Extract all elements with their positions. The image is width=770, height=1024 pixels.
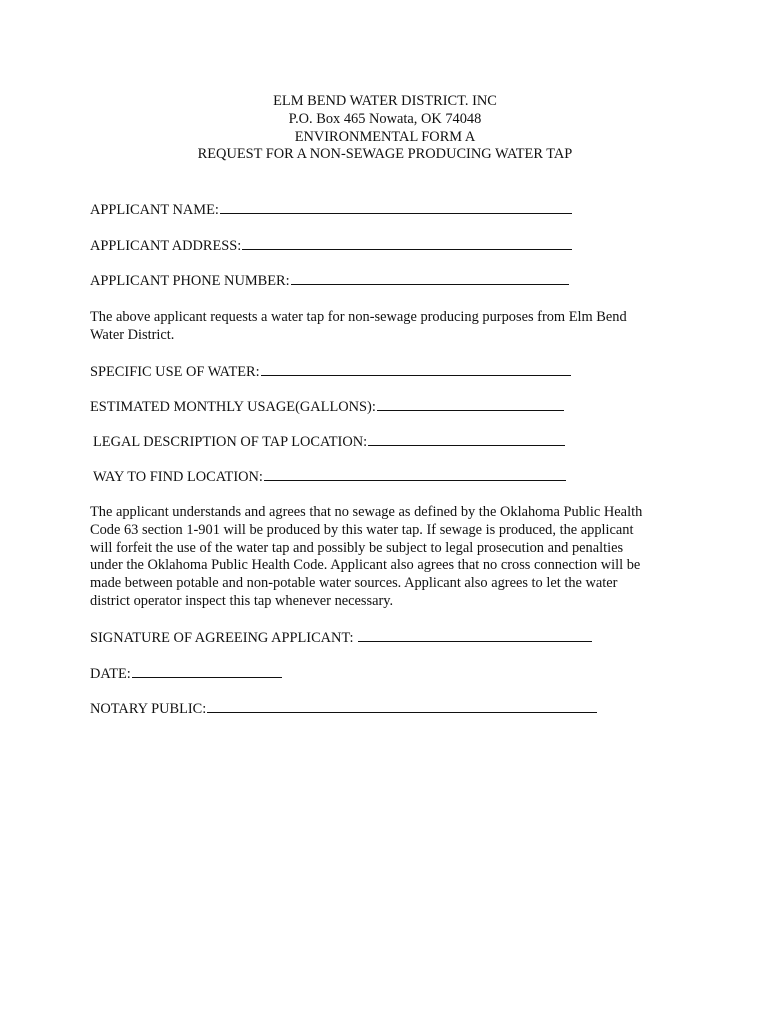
applicant-phone-label: APPLICANT PHONE NUMBER: — [90, 273, 290, 289]
notary-field[interactable] — [207, 699, 597, 713]
date-label: DATE: — [90, 666, 131, 682]
request-line: The above applicant requests a water tap for non-sewage producing purposes from Elm Bend — [90, 309, 627, 325]
signature-field[interactable] — [358, 628, 592, 642]
agreement-line: Code 63 section 1-901 will be produced by this water tap. If sewage is produced, the applicant — [90, 521, 634, 538]
request-paragraph — [90, 309, 670, 345]
applicant-address-field[interactable] — [242, 236, 572, 250]
agreement-line: The applicant understands and agrees that no sewage as defined by the Oklahoma Public Health — [90, 504, 643, 520]
form-title: REQUEST FOR A NON-SEWAGE PRODUCING WATER TAP — [197, 146, 573, 163]
applicant-phone-row — [90, 271, 569, 291]
specific-use-label: SPECIFIC USE OF WATER: — [90, 364, 260, 380]
notary-label: NOTARY PUBLIC: — [90, 701, 207, 717]
agreement-line: made between potable and non-potable water sources. Applicant also agrees to let the water — [90, 575, 618, 592]
signature-row — [90, 628, 592, 648]
form-name: ENVIRONMENTAL FORM A — [294, 128, 476, 145]
monthly-usage-label: ESTIMATED MONTHLY USAGE(GALLONS): — [90, 399, 376, 415]
specific-use-row — [90, 362, 571, 382]
date-row — [90, 664, 282, 684]
date-field[interactable] — [132, 664, 282, 678]
legal-description-row — [93, 432, 565, 452]
notary-row — [90, 699, 597, 719]
way-to-find-field[interactable] — [264, 467, 566, 481]
agreement-line: under the Oklahoma Public Health Code. Applicant also agrees that no cross connection will be — [90, 557, 641, 574]
form-header — [0, 93, 770, 164]
agreement-line: district operator inspect this tap whenever necessary. — [90, 592, 394, 609]
legal-description-field[interactable] — [368, 432, 565, 446]
district-name: ELM BEND WATER DISTRICT. INC — [273, 93, 497, 109]
applicant-name-label: APPLICANT NAME: — [90, 202, 219, 218]
applicant-address-row — [90, 236, 572, 256]
applicant-name-field[interactable] — [220, 200, 572, 214]
agreement-paragraph — [90, 504, 670, 611]
agreement-line: will forfeit the use of the water tap and possibly be subject to legal prosecution and penalties — [90, 539, 624, 556]
request-line: Water District. — [90, 326, 175, 343]
district-address: P.O. Box 465 Nowata, OK 74048 — [288, 110, 482, 127]
specific-use-field[interactable] — [261, 362, 571, 376]
monthly-usage-row — [90, 397, 564, 417]
applicant-name-row — [90, 200, 572, 220]
way-to-find-row — [93, 467, 566, 487]
way-to-find-label: WAY TO FIND LOCATION: — [93, 469, 263, 485]
applicant-address-label: APPLICANT ADDRESS: — [90, 238, 242, 254]
applicant-phone-field[interactable] — [291, 271, 569, 285]
legal-description-label: LEGAL DESCRIPTION OF TAP LOCATION: — [93, 434, 368, 450]
signature-label: SIGNATURE OF AGREEING APPLICANT: — [90, 630, 354, 646]
monthly-usage-field[interactable] — [377, 397, 564, 411]
